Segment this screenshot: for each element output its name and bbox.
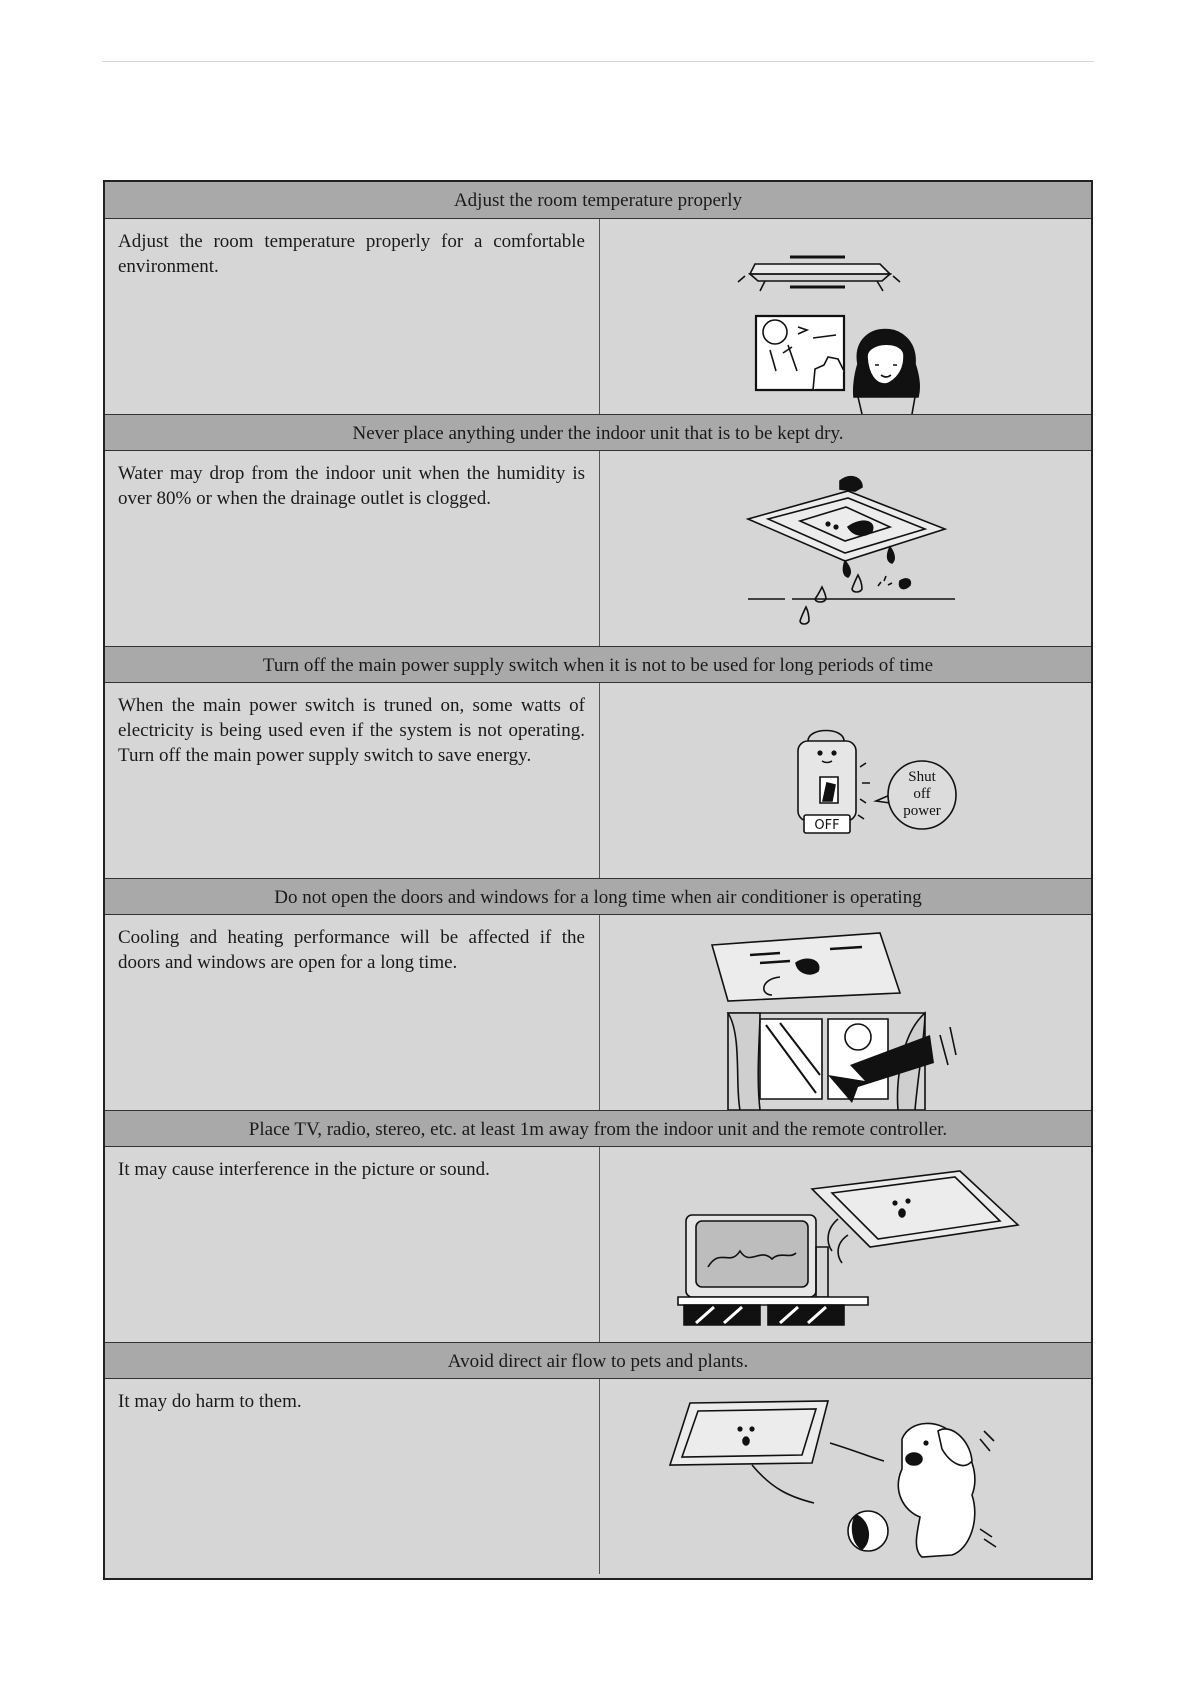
tip-description: Cooling and heating performance will be affected if the doors and windows are open for a long time. (105, 915, 600, 1110)
tip-header: Do not open the doors and windows for a long time when air conditioner is operating (105, 878, 1091, 915)
dripping-unit-illustration (600, 451, 1091, 646)
tip-description: Adjust the room temperature properly for a comfortable environment. (105, 219, 600, 414)
switch-off-label: OFF (814, 818, 840, 833)
power-switch-illustration (600, 683, 1091, 878)
tip-section-keep-dry (105, 414, 1091, 646)
open-window-illustration (600, 915, 1091, 1110)
tip-description: When the main power switch is truned on, some watts of electricity is being used even if the system is not operating. Turn off the main power supply switch to save energy. (105, 683, 600, 878)
bubble-text-line-2: off (913, 786, 931, 802)
bubble-text-line-1: Shut (908, 769, 936, 785)
tip-description: Water may drop from the indoor unit when the humidity is over 80% or when the drainage outlet is clogged. (105, 451, 600, 646)
tip-header: Place TV, radio, stereo, etc. at least 1m away from the indoor unit and the remote controller. (105, 1110, 1091, 1147)
tip-header: Never place anything under the indoor unit that is to be kept dry. (105, 414, 1091, 451)
tip-description: It may do harm to them. (105, 1379, 600, 1574)
tip-section-pets-plants (105, 1342, 1091, 1574)
tip-section-doors-windows (105, 878, 1091, 1110)
bubble-text-line-3: power (903, 803, 941, 819)
tip-header: Avoid direct air flow to pets and plants. (105, 1342, 1091, 1379)
tip-section-power-supply (105, 646, 1091, 878)
tip-description: It may cause interference in the picture or sound. (105, 1147, 600, 1342)
usage-tips-table (103, 180, 1093, 1580)
tip-header: Turn off the main power supply switch when it is not to be used for long periods of time (105, 646, 1091, 683)
tip-header: Adjust the room temperature properly (105, 182, 1091, 219)
page-top-rule (102, 61, 1094, 62)
pet-airflow-illustration (600, 1379, 1091, 1574)
tv-interference-illustration (600, 1147, 1091, 1342)
tip-section-tv-distance (105, 1110, 1091, 1342)
tip-section-room-temperature (105, 182, 1091, 414)
room-temperature-illustration (600, 219, 1091, 414)
